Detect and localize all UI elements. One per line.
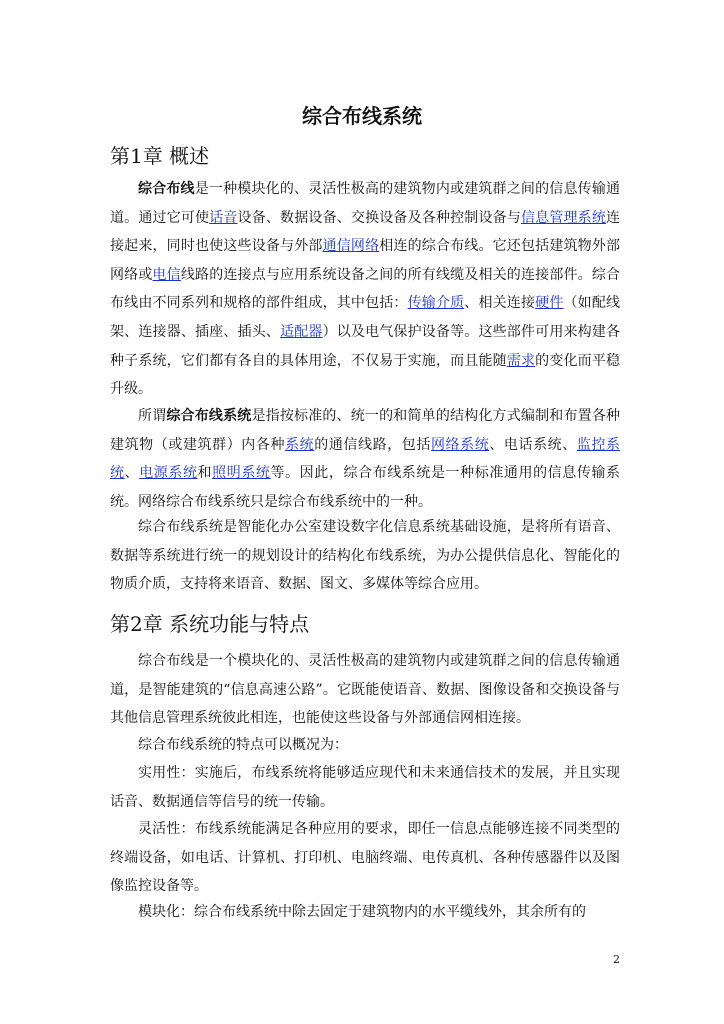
link-lighting-system[interactable]: 照明系统 bbox=[212, 465, 271, 482]
page-number: 2 bbox=[613, 953, 620, 966]
link-demand[interactable]: 需求 bbox=[506, 352, 536, 369]
link-telecom[interactable]: 电信 bbox=[152, 266, 181, 283]
term-bold: 综合布线 bbox=[138, 181, 195, 197]
text-run: 设备、数据设备、交换设备及各种控制设备与 bbox=[237, 209, 521, 226]
chapter-1-heading: 第1章 概述 bbox=[110, 144, 210, 168]
chapter-2-heading: 第2章 系统功能与特点 bbox=[110, 612, 310, 636]
text-run: 、相关连接 bbox=[464, 295, 536, 312]
text-run: 、 bbox=[124, 465, 140, 482]
document-title: 综合布线系统 bbox=[302, 104, 422, 128]
text-run: 连接起来，同时也使这些设备与外部 bbox=[110, 209, 621, 255]
text-run: 是指按标准的、统一的和简单的结构化方式编制和布置各种建筑物（或建筑群）内各种 bbox=[110, 408, 621, 453]
link-information-management-system[interactable]: 信息管理系统 bbox=[520, 209, 607, 226]
link-hardware[interactable]: 硬件 bbox=[535, 295, 564, 312]
chapter-1-paragraph-2 bbox=[110, 402, 620, 516]
chapter-2-paragraph-flexibility: 灵活性：布线系统能满足各种应用的要求，即任一信息点能够连接不同类型的终端设备，如电话、计算机、打印机、电脑终端、电传真机、各种传感器件以及图像监控设备等。 bbox=[110, 821, 620, 895]
chapter-1-paragraph-1 bbox=[110, 175, 620, 404]
chapter-2-paragraph-practicality: 实用性：实施后，布线系统将能够适应现代和未来通信技术的发展，并且实现话音、数据通信等信号的统一传输。 bbox=[110, 765, 620, 810]
text-run: 等。因此，综合布线系统是一种标准通用的信息传输系统。网络综合布线系统只是综合布线系统中的一种。 bbox=[110, 465, 621, 510]
text-run: 、电话系统、 bbox=[489, 436, 577, 453]
text-run: ）以及电气保护设备等。这些部件可用来构建各种子系统，它们都有各自的具体用途，不仅易于实施，而且能随 bbox=[110, 323, 621, 369]
text-run: 和 bbox=[197, 465, 213, 482]
chapter-2-paragraph-modularity: 模块化：综合布线系统中除去固定于建筑物内的水平缆线外，其余所有的 bbox=[138, 904, 586, 920]
text-run: 的变化而平稳升级。 bbox=[110, 352, 621, 398]
text-run: 是一种模块化的、灵活性极高的建筑物内或建筑群之间的信息传输通道。通过它可使 bbox=[110, 181, 621, 226]
chapter-1-paragraph-3: 综合布线系统是智能化办公室建设数字化信息系统基础设施，是将所有语音、数据等系统进行统一的规划设计的结构化布线系统，为办公提供信息化、智能化的物质介质，支持将来语音、数据、图文、多媒体等综合应用。 bbox=[110, 519, 620, 593]
text-run: 所谓 bbox=[138, 408, 167, 424]
link-monitoring-system[interactable]: 监控系统 bbox=[110, 436, 621, 482]
link-network-system[interactable]: 网络系统 bbox=[430, 436, 490, 453]
link-adapter[interactable]: 适配器 bbox=[280, 323, 323, 340]
chapter-2-paragraph-1: 综合布线是一个模块化的、灵活性极高的建筑物内或建筑群之间的信息传输通道，是智能建筑的“信息高速公路”。它既能使语音、数据、图像设备和交换设备与其他信息管理系统彼此相连，也能使这些设备与外部通信网相连接。 bbox=[110, 653, 620, 727]
link-power-system[interactable]: 电源系统 bbox=[139, 465, 198, 482]
text-run: （如配线架、连接器、插座、插头、 bbox=[110, 295, 621, 340]
link-speech[interactable]: 话音 bbox=[209, 209, 238, 226]
link-transmission-medium[interactable]: 传输介质 bbox=[407, 295, 465, 312]
chapter-2-paragraph-2: 综合布线系统的特点可以概况为： bbox=[138, 737, 348, 753]
link-communication-network[interactable]: 通信网络 bbox=[322, 238, 380, 255]
text-run: 线路的连接点与应用系统设备之间的所有线缆及相关的连接部件。综合布线由不同系列和规格的部件组成，其中包括： bbox=[110, 266, 621, 312]
link-system[interactable]: 系统 bbox=[285, 436, 315, 453]
term-bold: 综合布线系统 bbox=[166, 408, 252, 424]
text-run: 相连的综合布线。它还包括建筑物外部网络或 bbox=[110, 238, 621, 283]
text-run: 的通信线路，包括 bbox=[314, 436, 431, 453]
